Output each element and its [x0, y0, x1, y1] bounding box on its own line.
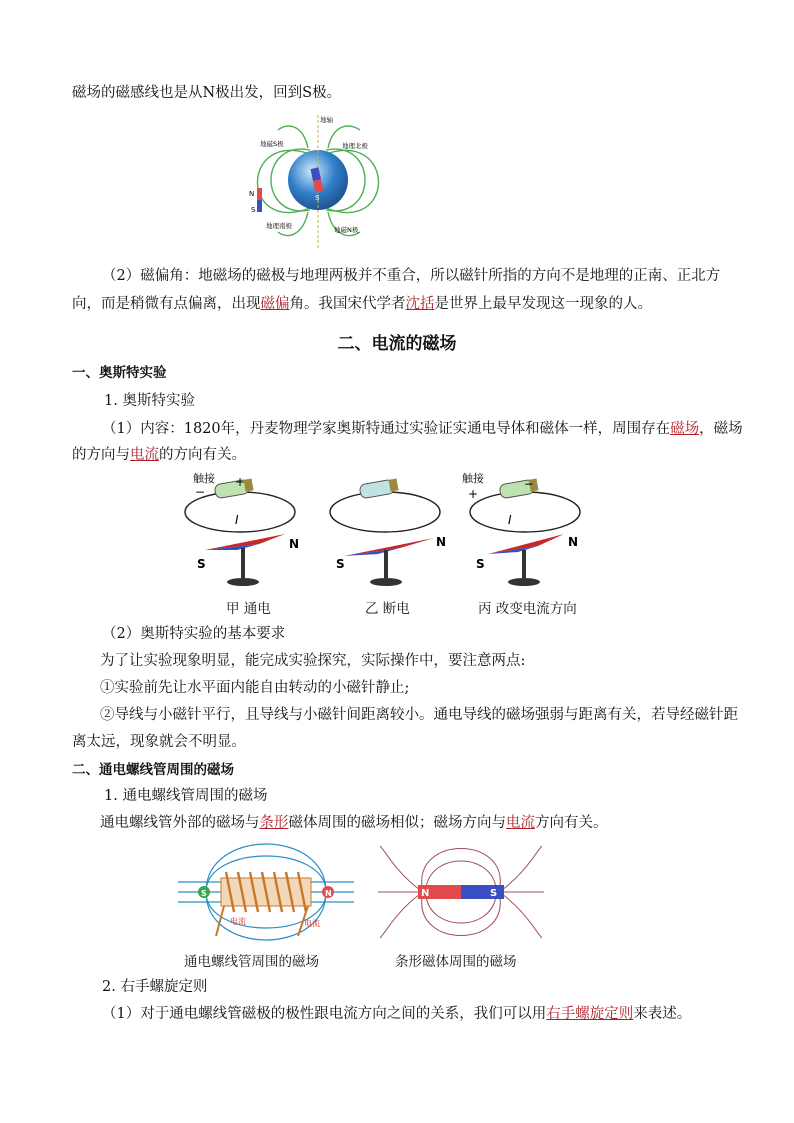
geo-s-mag-label: 地磁S极	[260, 140, 284, 148]
bar-n-label: N	[421, 888, 430, 899]
heading-solenoid: 二、通电螺线管周围的磁场	[72, 762, 234, 778]
needle-s-label: S	[251, 206, 256, 214]
geo-south-label: 地理南极	[266, 222, 292, 230]
minus-label-3: −	[524, 477, 535, 491]
core-s-label: S	[315, 194, 320, 202]
solenoid-s-label: S	[201, 889, 207, 898]
pole-s-label-3: S	[476, 557, 485, 571]
paragraph-two-points: 为了让实验现象明显，能完成实验探究，实际操作中，要注意两点:	[100, 653, 526, 669]
current-label-3: I	[508, 513, 512, 527]
solenoid-field-figure	[176, 842, 356, 942]
oersted-experiment-figure	[175, 470, 595, 600]
paragraph-right-hand-rule: （1）对于通电螺线管磁极的极性跟电流方向之间的关系，我们可以用右手螺旋定则来表述。	[102, 1006, 692, 1022]
paragraph-point-2-b: 离太远，现象就会不明显。	[72, 734, 246, 750]
plus-label-3: +	[468, 487, 479, 501]
heading-right-hand-rule: 2. 右手螺旋定则	[102, 979, 208, 995]
heading-solenoid-1: 1. 通电螺线管周围的磁场	[104, 788, 268, 804]
panel-powered	[185, 471, 299, 586]
heading-oersted-1: 1. 奥斯特实验	[104, 393, 195, 409]
heading-oersted: 一、奥斯特实验	[72, 365, 167, 381]
pole-s-label-1: S	[197, 557, 206, 571]
caption-powered: 甲 通电	[226, 601, 271, 617]
panel-reversed	[462, 471, 580, 586]
needle-n-label: N	[249, 190, 255, 198]
paragraph-oersted-content-1: （1）内容：1820年，丹麦物理学家奥斯特通过实验证实通电导体和磁体一样，周围存在磁场，磁场	[102, 421, 743, 437]
earth-magnetic-field-figure	[248, 110, 388, 250]
axis-label: 地轴	[320, 116, 333, 124]
caption-solenoid: 通电螺线管周围的磁场	[184, 954, 319, 970]
touch-label-1: 触接	[193, 472, 215, 485]
panel-unpowered	[330, 478, 446, 586]
pole-n-label-2: N	[436, 535, 447, 549]
bar-magnet-field-figure	[376, 842, 546, 942]
plus-label-1: +	[235, 475, 246, 489]
pole-n-label-3: N	[568, 535, 579, 549]
caption-reversed: 丙 改变电流方向	[478, 601, 577, 617]
paragraph-field-lines: 磁场的磁感线也是从N极出发，回到S极。	[72, 85, 342, 101]
current-label-1: I	[235, 513, 239, 527]
geo-north-label: 地理北极	[342, 142, 368, 150]
section-title: 二、电流的磁场	[337, 334, 457, 354]
paragraph-requirements: （2）奥斯特实验的基本要求	[102, 626, 286, 642]
paragraph-point-2-a: ②导线与小磁针平行，且导线与小磁针间距离较小。通电导线的磁场强弱与距离有关，若导经磁针距	[100, 707, 738, 723]
bar-s-label: S	[490, 888, 498, 899]
solenoid-current-label-right: 电流	[304, 919, 320, 928]
caption-bar-magnet: 条形磁体周围的磁场	[395, 954, 517, 970]
paragraph-declination-2: 向，而是稍微有点偏离，出现磁偏角。我国宋代学者沈括是世界上最早发现这一现象的人。	[72, 296, 652, 312]
paragraph-oersted-content-2: 的方向与电流的方向有关。	[72, 447, 246, 463]
paragraph-point-1: ①实验前先让水平面内能自由转动的小磁针静止;	[100, 680, 410, 696]
pole-n-label-1: N	[289, 537, 300, 551]
minus-label-1: −	[195, 485, 206, 499]
paragraph-solenoid: 通电螺线管外部的磁场与条形磁体周围的磁场相似；磁场方向与电流方向有关。	[100, 815, 608, 831]
mag-n-label: 地磁N极	[334, 226, 359, 234]
touch-label-3: 触接	[462, 472, 484, 485]
solenoid-n-label: N	[325, 889, 332, 898]
caption-unpowered: 乙 断电	[365, 601, 410, 617]
pole-s-label-2: S	[336, 557, 345, 571]
solenoid-current-label-left: 电流	[230, 917, 246, 926]
paragraph-declination-1: （2）磁偏角：地磁场的磁极与地理两极并不重合，所以磁针所指的方向不是地理的正南、正北方	[102, 268, 721, 284]
